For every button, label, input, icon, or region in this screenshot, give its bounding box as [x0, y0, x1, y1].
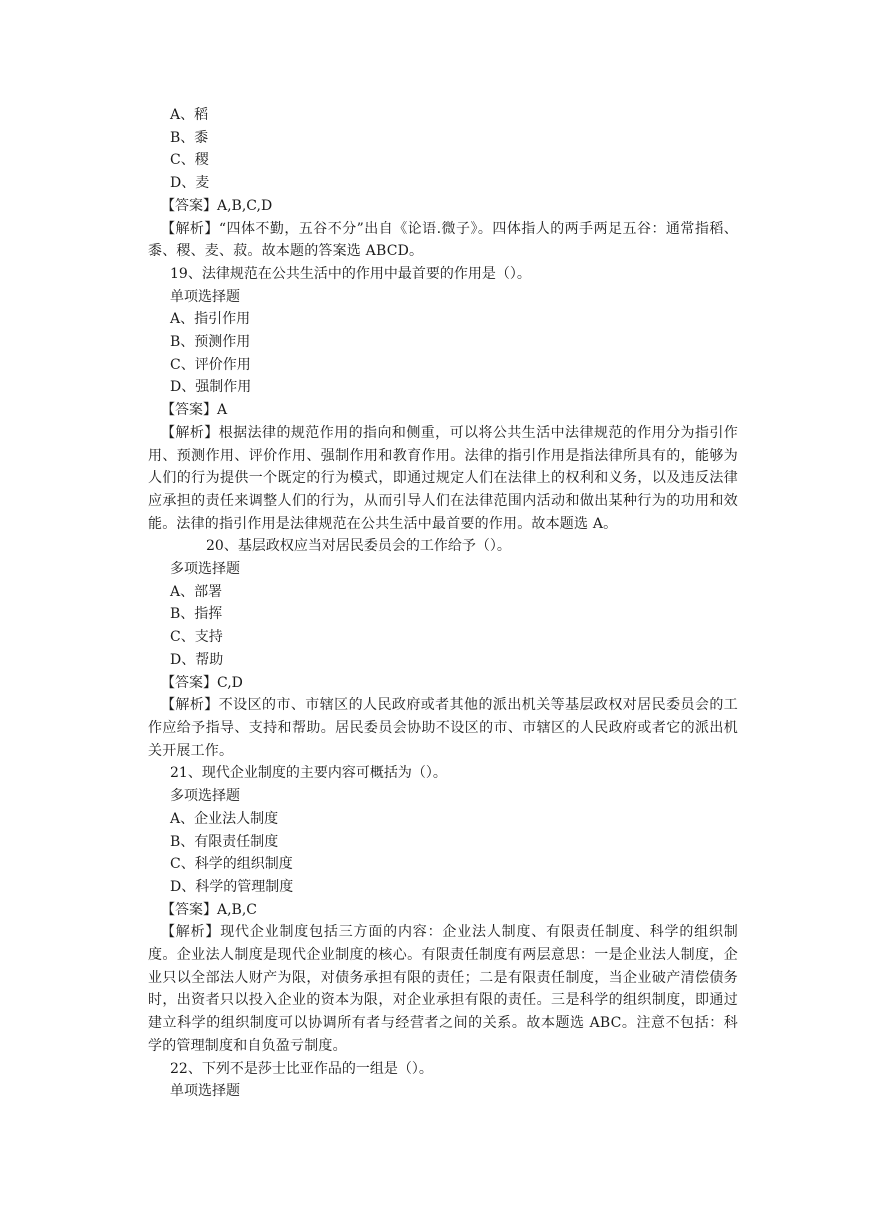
option-c: C、支持	[170, 629, 223, 646]
option-d: D、强制作用	[170, 379, 252, 396]
explanation: 【解析】“四体不勤，五谷不分”出自《论语.微子》。四体指人的两手两足五谷：通常指稻、黍、稷、麦、菽。故本题的答案选 ABCD。	[148, 220, 738, 260]
option-b: B、有限责任制度	[170, 833, 279, 850]
answer: 【答案】C,D	[161, 674, 243, 691]
explanation: 【解析】根据法律的规范作用的指向和侧重，可以将公共生活中法律规范的作用分为指引作用、预测作用、评价作用、强制作用和教育作用。法律的指引作用是指法律所具有的，能够为人们的行为提供一个既定的行为模式，即通过规定人们在法律上的权利和义务，以及违反法律应承担的责任来调整人们的行为，从而引导人们在法律范围内活动和做出某种行为的功用和效能。法律的指引作用是法律规范在公共生活中最首要的作用。故本题选 A。	[148, 424, 738, 532]
document-content	[148, 104, 738, 1103]
option-d: D、帮助	[170, 651, 224, 668]
question-type: 单项选择题	[170, 288, 240, 305]
question-type: 多项选择题	[170, 788, 240, 805]
answer: 【答案】A,B,C	[161, 901, 258, 918]
option-d: D、麦	[170, 175, 210, 192]
question-22: 22、下列不是莎士比亚作品的一组是（）。	[170, 1060, 433, 1077]
option-a: A、指引作用	[170, 311, 251, 328]
explanation: 【解析】现代企业制度包括三方面的内容：企业法人制度、有限责任制度、科学的组织制度。企业法人制度是现代企业制度的核心。有限责任制度有两层意思：一是企业法人制度，企业只以全部法人财产为限，对债务承担有限的责任；二是有限责任制度，当企业破产清偿债务时，出资者只以投入企业的资本为限，对企业承担有限的责任。三是科学的组织制度，即通过建立科学的组织制度可以协调所有者与经营者之间的关系。故本题选 ABC。注意不包括：科学的管理制度和自负盈亏制度。	[148, 924, 738, 1054]
answer: 【答案】A,B,C,D	[161, 197, 273, 214]
option-b: B、黍	[170, 129, 209, 146]
answer: 【答案】A	[161, 402, 228, 419]
option-c: C、科学的组织制度	[170, 856, 293, 873]
option-a: A、企业法人制度	[170, 810, 279, 827]
option-c: C、评价作用	[170, 356, 251, 373]
question-20: 20、基层政权应当对居民委员会的工作给予（）。	[206, 538, 511, 555]
option-a: A、稻	[170, 107, 209, 123]
explanation: 【解析】不设区的市、市辖区的人民政府或者其他的派出机关等基层政权对居民委员会的工作应给予指导、支持和帮助。居民委员会协助不设区的市、市辖区的人民政府或者它的派出机关开展工作。	[148, 697, 738, 759]
question-19: 19、法律规范在公共生活中的作用中最首要的作用是（）。	[170, 265, 531, 282]
option-b: B、指挥	[170, 606, 223, 623]
question-21: 21、现代企业制度的主要内容可概括为（）。	[170, 765, 447, 782]
question-type: 单项选择题	[170, 1083, 240, 1100]
option-c: C、稷	[170, 152, 209, 169]
question-type: 多项选择题	[170, 561, 240, 578]
option-b: B、预测作用	[170, 334, 251, 351]
option-a: A、部署	[170, 583, 223, 600]
option-d: D、科学的管理制度	[170, 878, 294, 895]
